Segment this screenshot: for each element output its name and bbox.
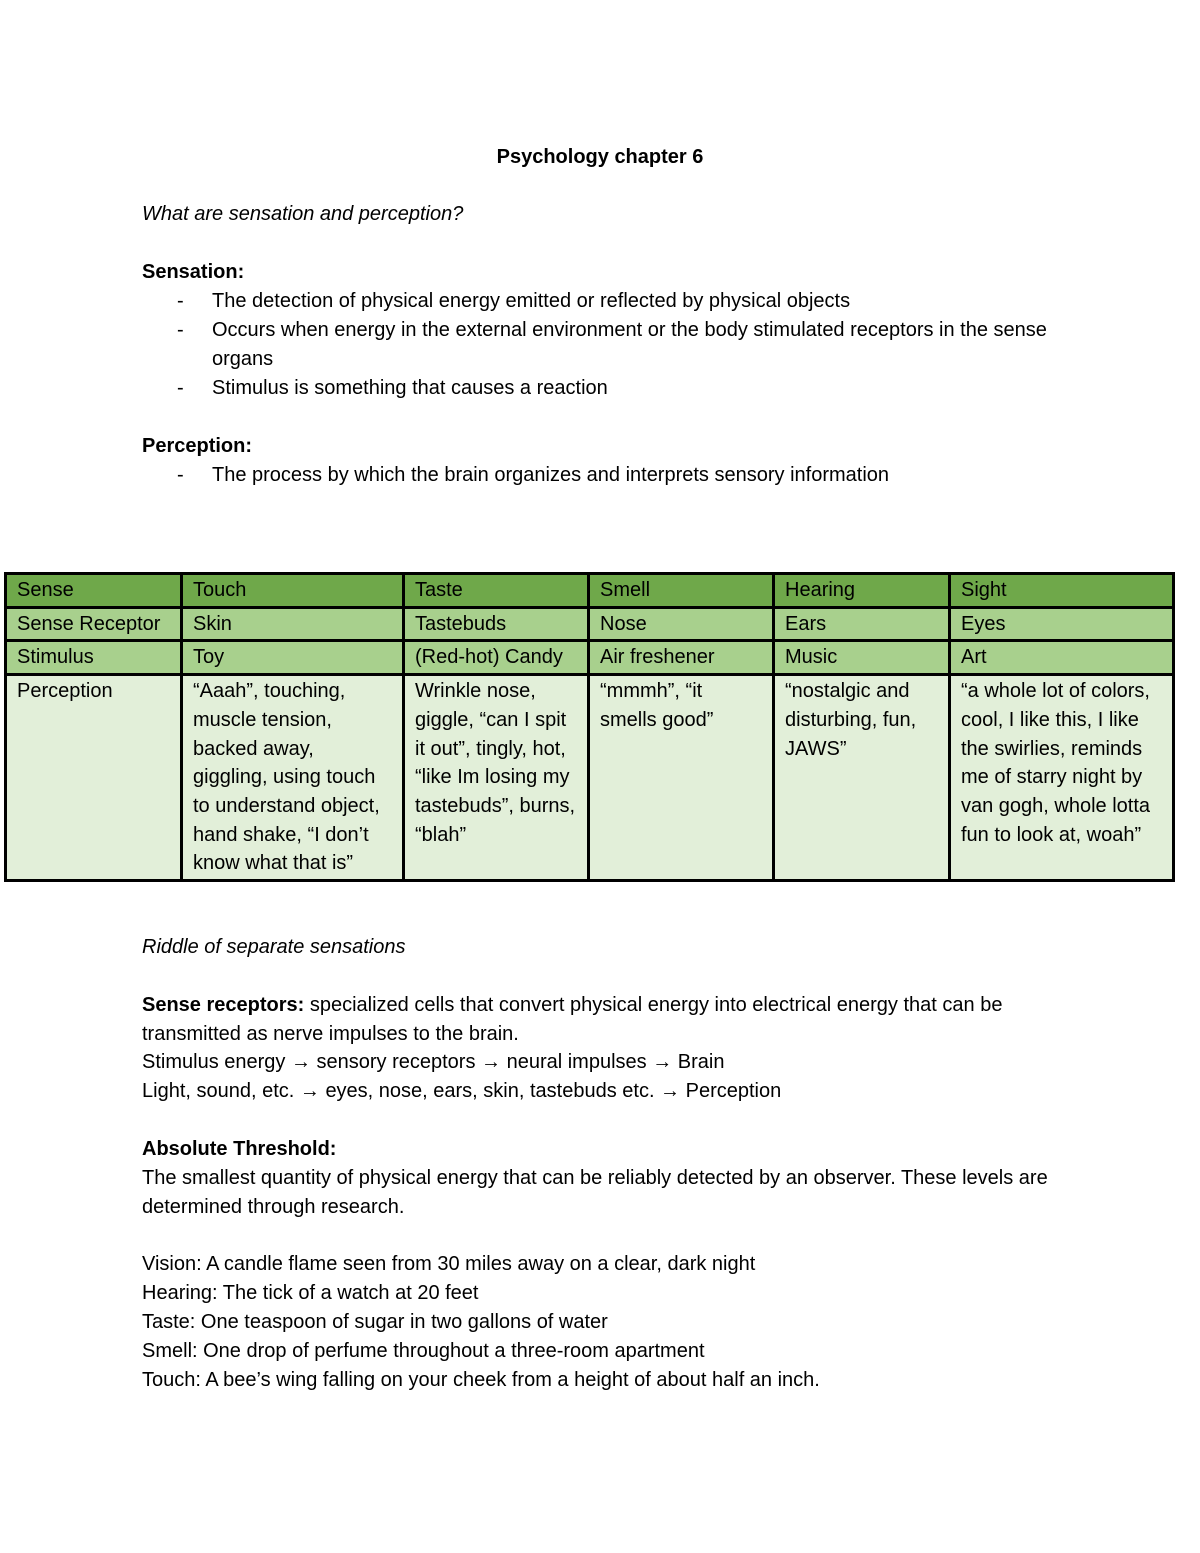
table-cell: “mmmh”, “it smells good” [589, 675, 774, 881]
table-row [6, 574, 1174, 608]
perception-heading: Perception: [142, 435, 253, 457]
dash-bullet: - [177, 319, 184, 341]
threshold-example: Vision: A candle flame seen from 30 miles away on a clear, dark night [142, 1253, 756, 1276]
threshold-example: Smell: One drop of perfume throughout a three-room apartment [142, 1339, 705, 1362]
sense-receptors-text: specialized cells that convert physical energy into electrical energy that can be transmitted as nerve impulses to the brain. [142, 993, 1003, 1045]
threshold-example: Taste: One teaspoon of sugar in two gallons of water [142, 1310, 608, 1333]
table-cell: Music [774, 641, 950, 675]
table-cell: Perception [6, 675, 182, 881]
table-cell: Sight [950, 574, 1174, 608]
table-cell: Smell [589, 574, 774, 608]
threshold-example: Hearing: The tick of a watch at 20 feet [142, 1282, 479, 1305]
dash-bullet: - [177, 464, 184, 486]
flow-line: Stimulus energy → sensory receptors → neural impulses → Brain [142, 1051, 725, 1074]
perception-list [142, 461, 1082, 490]
table-cell: Taste [404, 574, 589, 608]
table-row [6, 675, 1174, 881]
absolute-threshold-text: The smallest quantity of physical energy that can be reliably detected by an observer. These levels are determined through research. [142, 1166, 1048, 1218]
threshold-example: Touch: A bee’s wing falling on your cheek from a height of about half an inch. [142, 1368, 820, 1391]
table-cell: Skin [182, 607, 404, 641]
dash-bullet: - [177, 290, 184, 312]
list-item [142, 316, 1082, 374]
table-cell: Stimulus [6, 641, 182, 675]
table-cell: Hearing [774, 574, 950, 608]
table-row [6, 641, 1174, 675]
sense-receptors-label: Sense receptors: [142, 993, 305, 1016]
list-item [142, 461, 1082, 490]
table-cell: Air freshener [589, 641, 774, 675]
table-cell: “a whole lot of colors, cool, I like this, I like the swirlies, reminds me of starry night by van gogh, whole lotta fun to look at, woah” [950, 675, 1174, 881]
sense-receptors-paragraph [142, 991, 1082, 1049]
list-item [142, 374, 1082, 403]
table-cell: Art [950, 641, 1174, 675]
sensation-list [142, 287, 1082, 403]
list-item-text: The process by which the brain organizes and interprets sensory information [212, 464, 890, 486]
page-title: Psychology chapter 6 [496, 146, 704, 168]
table-cell: Sense [6, 574, 182, 608]
table-cell: Touch [182, 574, 404, 608]
table-cell: Wrinkle nose, giggle, “can I spit it out”, tingly, hot, “like Im losing my tastebuds”, burns, “blah” [404, 675, 589, 881]
senses-table [4, 572, 1175, 882]
riddle-heading: Riddle of separate sensations [142, 936, 406, 958]
table-cell: Ears [774, 607, 950, 641]
table-row [6, 607, 1174, 641]
sensation-heading: Sensation: [142, 261, 245, 283]
list-item [142, 287, 1082, 316]
table-cell: Eyes [950, 607, 1174, 641]
list-item-text: The detection of physical energy emitted or reflected by physical objects [212, 290, 851, 312]
table-cell: (Red-hot) Candy [404, 641, 589, 675]
lower-section [142, 933, 1082, 1394]
absolute-threshold-heading: Absolute Threshold: [142, 1137, 337, 1160]
table-cell: “nostalgic and disturbing, fun, JAWS” [774, 675, 950, 881]
document-body [142, 143, 1082, 490]
list-item-text: Occurs when energy in the external environment or the body stimulated receptors in the sense organs [212, 319, 1047, 370]
table-cell: Tastebuds [404, 607, 589, 641]
table-cell: Sense Receptor [6, 607, 182, 641]
table-cell: “Aaah”, touching, muscle tension, backed away, giggling, using touch to understand object, hand shake, “I don’t know what that is” [182, 675, 404, 881]
list-item-text: Stimulus is something that causes a reaction [212, 377, 608, 399]
table-cell: Toy [182, 641, 404, 675]
table-cell: Nose [589, 607, 774, 641]
dash-bullet: - [177, 377, 184, 399]
section-question: What are sensation and perception? [142, 203, 464, 225]
flow-line: Light, sound, etc. → eyes, nose, ears, skin, tastebuds etc. → Perception [142, 1080, 782, 1103]
